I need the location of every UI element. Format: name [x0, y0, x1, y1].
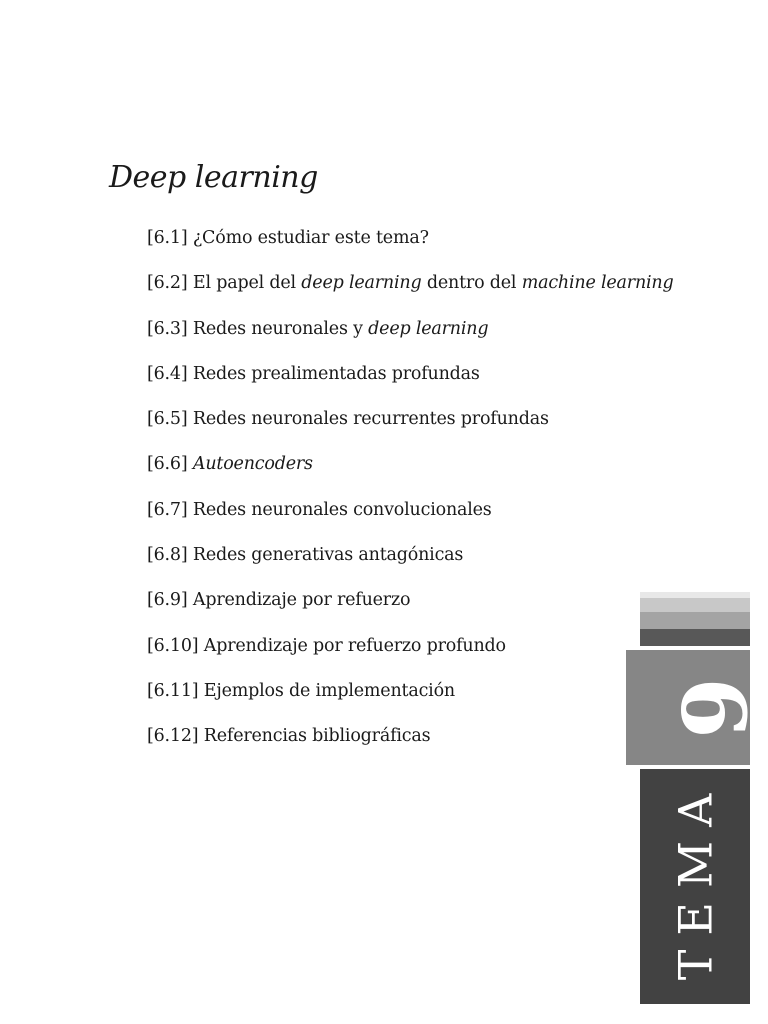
toc-item — [147, 362, 673, 407]
toc-item-text: deep learning — [368, 318, 489, 339]
toc-item-number: [6.3] — [147, 318, 188, 339]
toc-item — [147, 543, 673, 588]
toc-item-number: [6.4] — [147, 363, 188, 384]
toc-item-number: [6.1] — [147, 228, 188, 248]
toc-item-number: [6.11] — [147, 680, 199, 701]
toc-item-text: machine learning — [521, 273, 674, 294]
toc-item-text: Referencias bibliográficas — [203, 726, 431, 747]
toc-item-text: Redes neuronales recurrentes profundas — [192, 409, 549, 430]
toc-item-number: [6.7] — [147, 499, 188, 520]
toc-item-text: Redes neuronales y — [192, 318, 369, 339]
decorative-bar — [640, 598, 750, 612]
toc-item-text: Redes generativas antagónicas — [192, 545, 464, 566]
toc-item — [147, 271, 673, 316]
toc-item-number: [6.9] — [147, 590, 188, 611]
toc-item — [147, 634, 673, 679]
toc-item — [147, 226, 673, 271]
chapter-number: 6 — [661, 677, 765, 739]
toc-item — [147, 498, 673, 543]
table-of-contents — [147, 226, 673, 770]
toc-item — [147, 588, 673, 633]
toc-item — [147, 407, 673, 452]
toc-item-text: El papel del — [192, 273, 302, 294]
toc-item-text: ¿Cómo estudiar este tema? — [192, 228, 429, 248]
page-title: Deep learning — [109, 160, 318, 195]
toc-item — [147, 724, 673, 769]
decorative-bar — [640, 629, 750, 646]
decorative-bar — [640, 612, 750, 629]
chapter-number-box — [626, 650, 765, 765]
toc-item-text: Aprendizaje por refuerzo — [192, 590, 411, 611]
toc-item-number: [6.8] — [147, 545, 188, 566]
toc-item-number: [6.6] — [147, 454, 188, 475]
chapter-label-box — [640, 769, 750, 1004]
toc-item-number: [6.2] — [147, 273, 188, 294]
toc-item-text: Redes prealimentadas profundas — [192, 363, 480, 384]
toc-item-number: [6.12] — [147, 726, 199, 747]
toc-item — [147, 317, 673, 362]
toc-item-text: Aprendizaje por refuerzo profundo — [203, 635, 506, 656]
toc-item-text: deep learning — [301, 273, 422, 294]
chapter-label: TEMA — [668, 779, 723, 980]
toc-item — [147, 679, 673, 724]
toc-item-text: Ejemplos de implementación — [203, 680, 455, 701]
toc-item-text: Autoencoders — [192, 454, 313, 475]
toc-item-text: Redes neuronales convolucionales — [192, 499, 492, 520]
toc-item-text: dentro del — [421, 273, 522, 294]
toc-item-number: [6.10] — [147, 635, 199, 656]
toc-item — [147, 452, 673, 497]
toc-item-number: [6.5] — [147, 409, 188, 430]
